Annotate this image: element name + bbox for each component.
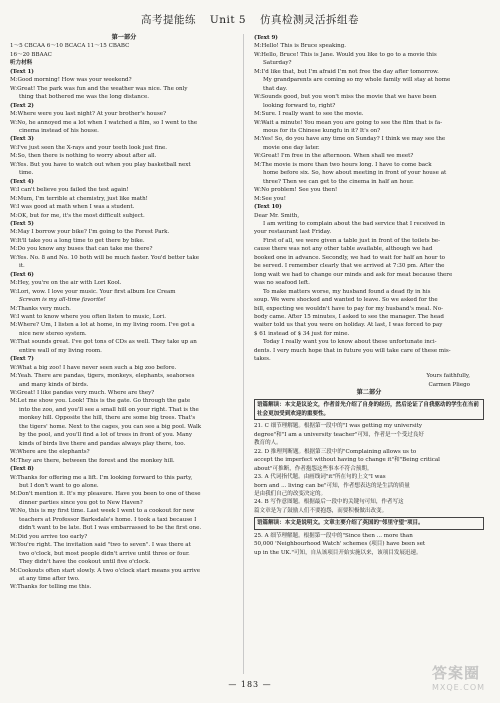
explanation-line: 24. B 写作意图题。根据最后一段中的关键句可知，作者写这 [254,499,404,506]
transcript-line: M:Yes! So, do you have any time on Sunday? I think we may see the [254,136,446,143]
right-column [254,34,484,557]
transcript-line: (Text 7) [10,356,34,363]
transcript-line: (Text 3) [10,136,34,143]
explanation-line: degree"和"I am a university teacher"可知，作者是一个受过良好 [254,431,424,438]
transcript-line: W:I want to know where you often listen to music, Lori. [10,313,166,320]
transcript-line: M:Don't mention it. It's my pleasure. Have you been to one of these [10,491,201,498]
watermark-line-2: MXQE.COM [432,683,486,692]
transcript-line: two o'clock, but most people didn't arrive until three or four. [19,550,190,557]
answer-explanations-1 [254,422,484,515]
transcript-line: your restaurant last Friday. [254,229,332,236]
transcript-line: thing that bothered me was the long distance. [19,94,150,101]
page-number: — 183 — [228,680,272,689]
transcript-line: W:What a big zoo! I have never seen such a big zoo before. [10,364,177,371]
left-transcript [10,68,238,592]
transcript-line: M:Did you arrive too early? [10,533,88,540]
page-number-value: 183 [240,680,260,689]
transcript-line: (Text 2) [10,102,34,109]
explanation-line: 23. A 代词指代题。由画线词"it"所在句的上文"I was [254,474,386,481]
transcript-line: W:No, this is my first time. Last week I went to a cookout for new [10,508,195,515]
transcript-line: three? Then we can get to the cinema in half an hour. [263,178,414,185]
transcript-line: M:So, then there is nothing to worry about after all. [10,153,157,160]
transcript-line: (Text 5) [10,220,34,227]
transcript-line: W:Yes. No. 8 and No. 10 both will be much faster. You'd better take [10,254,200,261]
transcript-line: W:You're right. The invitation said "two to seven". I was there at [10,542,191,549]
transcript-line: nice new stereo system. [19,330,87,337]
answer-explanations-2 [254,532,484,557]
transcript-line: cinema instead of his house. [19,127,99,134]
transcript-line: I am writing to complain about the bad service that I received in [263,220,445,227]
transcript-line: the tigers' home. Next to the cages, you can see a big pool. Walk [19,423,202,430]
transcript-line: W:Thanks for offering me a lift. I'm looking forward to this party, [10,474,193,481]
transcript-line: W:That sounds great. I've got tons of CDs as well. They take up an [10,339,197,346]
transcript-line: waiter told us that you were on holiday. At last, I was forced to pay [254,322,443,329]
transcript-line: W:Hello, Bruce! This is Jane. Would you like to go to a movie this [254,51,437,58]
transcript-line: M:Where were you last night? At your brother's house? [10,111,167,118]
transcript-line: that day. [263,85,288,92]
transcript-line: and many kinds of birds. [19,381,89,388]
header-left: 高考提能练 [141,14,197,26]
answer-key-line-1: 1～5 CBCAA 6～10 BCACA 11～15 CBABC [10,43,130,50]
transcript-line: looking forward to, right? [263,102,336,109]
transcript-line: W:Great! I'm free in the afternoon. When shall we meet? [254,153,414,160]
transcript-line: M:Cookouts often start slowly. A two o'clock start means you arrive [10,567,201,574]
watermark-logo [432,662,494,696]
transcript-line: M:The movie is more than two hours long. I have to come back [254,161,432,168]
transcript-line: My grandparents are coming so my whole family will stay at home [263,77,451,84]
transcript-line: booked one in advance. Secondly, we had to wait for half an hour to [254,254,445,261]
transcript-line: dents. I very much hope that in future you will take care of these mis- [254,347,451,354]
page-header [0,12,500,27]
transcript-line: soup. We were shocked and wanted to leave. So we asked for the [254,297,438,304]
transcript-line: it. [19,263,25,270]
transcript-line: (Text 6) [10,271,34,278]
transcript-line: W:Sounds good, but you won't miss the movie that we have been [254,94,437,101]
part2-title: 第二部分 [356,389,382,397]
transcript-line: bill, expecting we wouldn't have to pay for my husband's meal. No- [254,305,443,312]
part1-title: 第一部分 [111,34,137,41]
answer-key-line-2: 16～20 BBAAC [10,51,52,58]
transcript-line: M:Where? Um, I listen a lot at home, in my living room. I've got a [10,322,195,329]
listening-material-title: 听力材料 [10,60,33,67]
transcript-line: Today I really want you to know about these unfortunate inci- [263,339,437,346]
transcript-line: W:Great! I like pandas very much. Where are they? [10,390,155,397]
transcript-line: was no seafood left. [254,280,310,287]
transcript-line: W:Thanks for telling me this. [10,584,92,591]
transcript-line: M:OK, but for me, it's the most difficult subject. [10,212,145,219]
transcript-line [254,364,484,372]
transcript-line: time. [19,170,34,177]
transcript-line: at any time after two. [19,576,80,582]
transcript-line: mous for its Chinese kungfu in it? It's on? [263,127,381,134]
transcript-line: $ 61 instead of $ 34 just for mine. [254,330,350,337]
transcript-line: by the pool, and you'll find a lot of trees in front of you. Many [19,432,193,439]
transcript-line: body came. After 15 minutes, I asked to see the manager. The head [254,313,444,320]
transcript-line: cause there was not any other table available, although we had [254,246,433,253]
passage-note-1: 语篇解读：本文是议论文，作者首先介绍了自身的经历，然后论证了自我驱动的学生在当前社会更加受到欢迎的重要性。 [254,399,484,420]
transcript-line: movie one day later. [263,144,320,151]
transcript-line: (Text 9) [254,35,278,41]
transcript-line: (Text 1) [10,68,34,75]
transcript-line: (Text 4) [10,178,34,185]
transcript-line: teachers at Professor Barksdale's home. I took a taxi because I [19,516,197,523]
transcript-line: M:May I borrow your bike? I'm going to the Forest Park. [10,229,170,236]
transcript-line: To make matters worse, my husband found a dead fly in his [263,288,431,295]
transcript-line: kinds of birds live there and pandas always play there, too. [19,440,186,447]
transcript-line: Dear Mr. Smith, [254,212,300,219]
transcript-line: (Text 10) [254,204,282,211]
transcript-line: W:Where are the elephants? [10,449,90,456]
transcript-line: W:I can't believe you failed the test again! [10,187,129,194]
transcript-line: W:Wait a minute! You mean you are going to see the film that is fa- [254,119,443,126]
left-column [10,34,238,592]
transcript-line: M:I'd like that, but I'm afraid I'm not free the day after tomorrow. [254,68,439,75]
transcript-line: home before six. So, how about meeting in front of your house at [263,170,447,177]
transcript-line: into the zoo, and you'll see a small hill on your right. That is the [19,406,199,413]
transcript-line: long wait we had to change our minds and ask for meat because there [254,271,453,278]
passage-note-2: 语篇解读：本文是说明文。文章主要介绍了英国的"邻里守望"项目。 [254,517,484,529]
transcript-line: M:Good morning! How was your weekend? [10,77,132,84]
transcript-line: M:Yeah. There are pandas, tigers, monkeys, elephants, seahorses [10,373,195,380]
transcript-line: Yours faithfully, [426,373,470,380]
explanation-line: born and ... living can be"可知，作者想表达的是生活的质量 [254,482,410,489]
watermark-line-1: 答案圈 [432,664,481,682]
transcript-line: W:I was good at math when I was a student. [10,204,135,211]
transcript-line: M:Sure. I really want to see the movie. [254,111,364,118]
explanation-line: 篇文章是为了鼓励人们不要抱怨，而要积极做出改变。 [254,507,388,514]
explanation-line: 教育的人。 [254,440,282,447]
transcript-line: be served. I remember clearly that we arrived at 7:30 pm. After the [254,263,445,270]
header-right: 仿真检测灵活拆组卷 [259,14,359,26]
transcript-line: M:See you! [254,195,286,202]
transcript-line: M:Mum, I'm terrible at chemistry, just like math! [10,195,148,202]
transcript-line: First of all, we were given a table just in front of the toilets be- [263,237,441,244]
transcript-line: They didn't have the cookout until five o'clock. [19,559,151,566]
transcript-line: M:Hey, you're on the air with Lori Kool. [10,280,122,287]
transcript-line: M:They are there, between the forest and the monkey hill. [10,457,175,464]
explanation-line: 25. A 细节理解题。根据第一段中的"Since then ... more than [254,532,413,539]
transcript-line: Carmen Pliego [428,381,470,388]
explanation-line: 21. C 细节理解题。根据第一段中的"I was getting my university [254,423,422,430]
transcript-line: M:Let me show you. Look! This is the gate. Go through the gate [10,398,191,405]
transcript-line: but I don't want to go alone. [19,483,99,490]
transcript-line: M:Do you know any buses that can take me there? [10,246,153,253]
right-transcript [254,34,484,389]
transcript-line: entire wall of my living room. [19,347,102,354]
transcript-line: W:Yes. But you have to watch out when you play basketball next [10,161,191,168]
explanation-line: 是由我们自己的改变决定的。 [254,491,327,498]
explanation-line: 22. D 推理判断题。根据第三段中的"Complaining allows us to [254,448,417,455]
transcript-line: W:No, he annoyed me a lot when I watched a film, so I went to the [10,119,198,126]
transcript-line: Saturday? [263,60,292,67]
explanation-line: up in the UK."可知，自从该项目开始实施以来，该项目发展迅速。 [254,549,422,556]
transcript-line: W:It'll take you a long time to get there by bike. [10,237,145,244]
transcript-line: monkey hill. Opposite the hill, there are some big trees. That's [19,415,196,422]
transcript-line: M:Thanks very much. [10,305,71,312]
transcript-line: M:Hello! This is Bruce speaking. [254,43,347,50]
transcript-line: W:Great! The park was fun and the weather was nice. The only [10,85,188,92]
transcript-line: Scream is my all-time favorite! [19,297,106,304]
transcript-line: W:No problem! See you then! [254,187,338,194]
header-unit: Unit 5 [209,14,247,26]
transcript-line: takes. [254,356,271,363]
explanation-line: 50,000 'Neighbourhood Watch' schemes (项目) have been set [254,541,426,548]
transcript-line: didn't want to be late. But I was embarrassed to be the first one. [19,525,202,532]
transcript-line: dinner parties since you got to New Haven? [19,499,143,506]
column-divider [243,34,244,674]
transcript-line: (Text 8) [10,466,34,473]
transcript-line: W:Lori, wow. I love your music. Your first album Ice Cream [10,288,176,295]
explanation-line: accept the imperfect without having to change it"和"Being critical [254,457,440,464]
transcript-line: W:I've just seen the X-rays and your teeth look just fine. [10,144,168,151]
explanation-line: about"可推断，作者抱怨这些事本不符合预期。 [254,465,373,472]
